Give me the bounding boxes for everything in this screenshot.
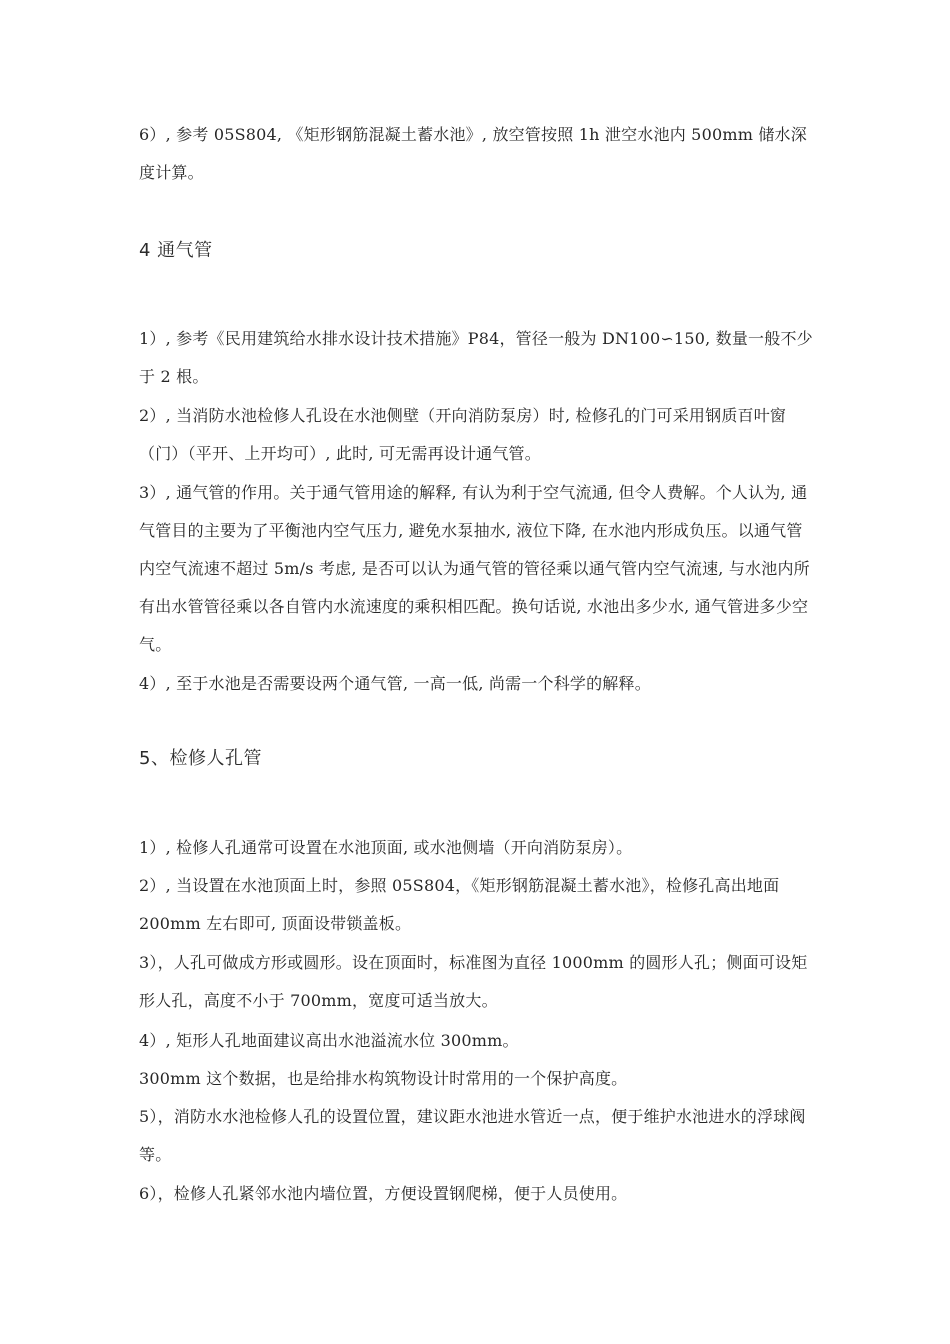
paragraph-manhole-4: 4）, 矩形人孔地面建议高出水池溢流水位 300mm。	[139, 1031, 519, 1050]
paragraph-manhole-4-note: 300mm 这个数据，也是给排水构筑物设计时常用的一个保护高度。	[139, 1069, 628, 1088]
paragraph-vent-4: 4）, 至于水池是否需要设两个通气管, 一高一低, 尚需一个科学的解释。	[139, 674, 651, 693]
paragraph-manhole-2: 2）, 当设置在水池顶面上时，参照 05S804，《矩形钢筋混凝土蓄水池》，检修孔高出地面 200mm 左右即可, 顶面设带锁盖板。	[139, 876, 780, 933]
paragraph-vent-3: 3）, 通气管的作用。关于通气管用途的解释, 有认为利于空气流通, 但令人费解。个人认为, 通气管目的主要为了平衡池内空气压力, 避免水泵抽水, 液位下降, 在水池内形成负压。以通气管内空气流速不超过 5m/s 考虑, 是否可以认为通气管的管径乘以通气管内空气流速, 与水池内所有出水管管径乘以各自管内水流速度的乘积相匹配。换句话说, 水池出多少水, 通气管进多少空气。	[139, 483, 810, 654]
paragraph-vent-2: 2）, 当消防水池检修人孔设在水池侧壁（开向消防泵房）时, 检修孔的门可采用钢质百叶窗（门）（平开、上开均可）, 此时, 可无需再设计通气管。	[139, 406, 787, 463]
paragraph-manhole-6: 6），检修人孔紧邻水池内墙位置，方便设置钢爬梯，便于人员使用。	[139, 1184, 628, 1203]
paragraph-drain-pipe-6: 6）, 参考 05S804, 《矩形钢筋混凝土蓄水池》, 放空管按照 1h 泄空水池内 500mm 储水深度计算。	[139, 125, 807, 182]
paragraph-manhole-5: 5），消防水水池检修人孔的设置位置，建议距水池进水管近一点，便于维护水池进水的浮球阀等。	[139, 1107, 806, 1164]
paragraph-vent-1: 1）, 参考《民用建筑给水排水设计技术措施》P84，管径一般为 DN100∽150, 数量一般不少于 2 根。	[139, 329, 813, 386]
paragraph-manhole-1: 1）, 检修人孔通常可设置在水池顶面, 或水池侧墙（开向消防泵房）。	[139, 838, 633, 857]
paragraph-manhole-3: 3），人孔可做成方形或圆形。设在顶面时，标准图为直径 1000mm 的圆形人孔；侧面可设矩形人孔，高度不小于 700mm，宽度可适当放大。	[139, 953, 808, 1010]
heading-manhole: 5、检修人孔管	[139, 748, 262, 769]
heading-vent-pipe: 4 通气管	[139, 240, 213, 261]
